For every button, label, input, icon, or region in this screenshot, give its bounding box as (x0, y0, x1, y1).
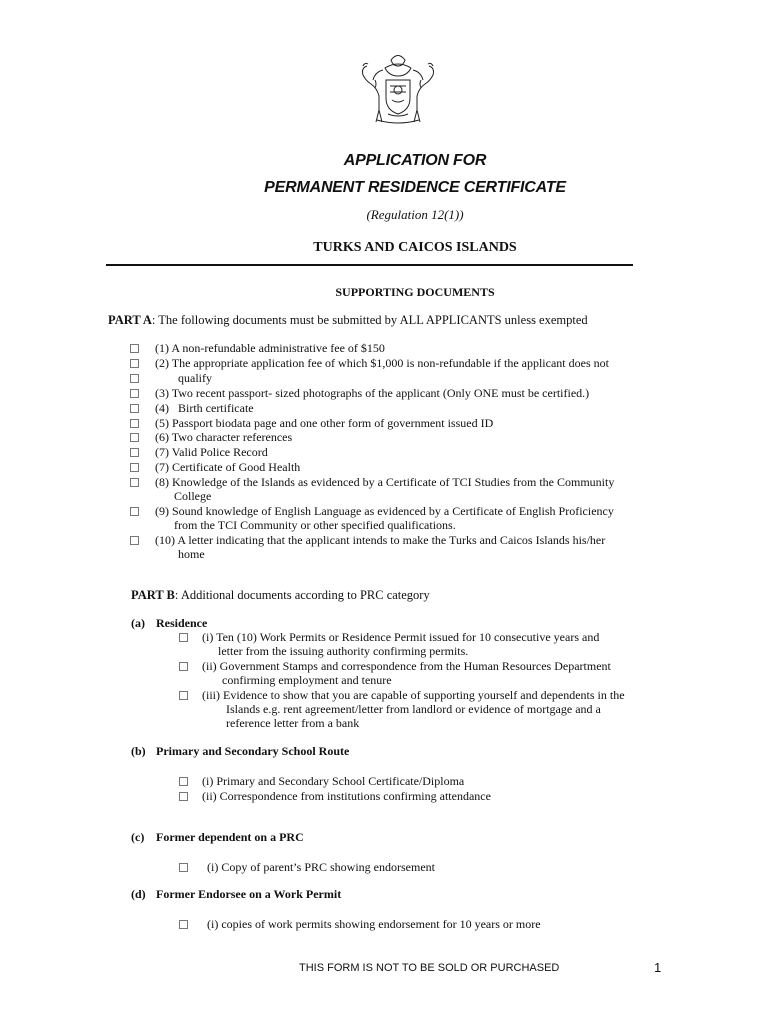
checkbox-icon[interactable] (130, 404, 139, 413)
part-a-item-9-cont: College (174, 489, 212, 503)
part-a-item-4: (4) Birth certificate (155, 401, 254, 415)
category-a-item-3: (iii) Evidence to show that you are capable of supporting yourself and dependents in the (202, 688, 625, 702)
checkbox-icon[interactable] (130, 478, 139, 487)
footer-notice: THIS FORM IS NOT TO BE SOLD OR PURCHASED (299, 962, 560, 974)
part-a-heading (108, 313, 588, 327)
category-c-title: Former dependent on a PRC (156, 830, 304, 844)
checkbox-icon[interactable] (130, 507, 139, 516)
category-a-item-3-cont: Islands e.g. rent agreement/letter from landlord or evidence of mortgage and a (226, 702, 601, 716)
category-b-item-1: (i) Primary and Secondary School Certificate/Diploma (202, 774, 465, 788)
category-c-letter: (c) (131, 830, 145, 844)
checkbox-icon[interactable] (130, 536, 139, 545)
part-a-intro: : The following documents must be submitted by ALL APPLICANTS unless exempted (151, 313, 588, 327)
checkbox-icon[interactable] (179, 863, 188, 872)
section-title: SUPPORTING DOCUMENTS (335, 285, 495, 299)
part-a-item-7: (7) Valid Police Record (155, 445, 268, 459)
category-d-title: Former Endorsee on a Work Permit (156, 887, 342, 901)
checkbox-icon[interactable] (179, 920, 188, 929)
part-a-item-6: (6) Two character references (155, 430, 293, 444)
category-a-item-1-cont: letter from the issuing authority confirming permits. (218, 644, 469, 658)
part-a-item-8: (7) Certificate of Good Health (155, 460, 301, 474)
part-a-item-1: (1) A non-refundable administrative fee of $150 (155, 341, 385, 355)
category-b-title: Primary and Secondary School Route (156, 744, 350, 758)
checkbox-icon[interactable] (130, 448, 139, 457)
form-title-line1: APPLICATION FOR (343, 152, 487, 169)
part-a-item-2: (2) The appropriate application fee of which $1,000 is non-refundable if the applicant does not (155, 356, 609, 370)
part-a-label: PART A (108, 313, 152, 327)
category-b-item-2: (ii) Correspondence from institutions confirming attendance (202, 789, 491, 803)
part-a-item-9: (8) Knowledge of the Islands as evidenced by a Certificate of TCI Studies from the Community (155, 475, 615, 489)
header-divider (106, 264, 633, 266)
checkbox-icon[interactable] (130, 389, 139, 398)
checkbox-icon[interactable] (179, 777, 188, 786)
part-b-intro: : Additional documents according to PRC category (174, 588, 430, 602)
page-number: 1 (654, 960, 662, 975)
category-a-item-2: (ii) Government Stamps and correspondence from the Human Resources Department (202, 659, 611, 673)
category-d-item-1: (i) copies of work permits showing endorsement for 10 years or more (207, 917, 541, 931)
country-name: TURKS AND CAICOS ISLANDS (313, 240, 517, 255)
part-a-item-11-cont: home (178, 547, 205, 561)
checkbox-icon[interactable] (130, 344, 139, 353)
checkbox-icon[interactable] (130, 419, 139, 428)
category-a-item-3-cont2: reference letter from a bank (226, 716, 360, 730)
category-a-title: Residence (156, 616, 208, 630)
category-a-item-2-cont: confirming employment and tenure (222, 673, 392, 687)
part-a-item-10: (9) Sound knowledge of English Language as evidenced by a Certificate of English Proficiency (155, 504, 614, 518)
form-title-line2: PERMANENT RESIDENCE CERTIFICATE (264, 179, 566, 196)
coat-of-arms-icon (355, 50, 441, 126)
part-a-item-10-cont: from the TCI Community or other specified qualifications. (174, 518, 456, 532)
checkbox-icon[interactable] (130, 374, 139, 383)
category-a-item-1: (i) Ten (10) Work Permits or Residence Permit issued for 10 consecutive years and (202, 630, 600, 644)
checkbox-icon[interactable] (130, 463, 139, 472)
checkbox-icon[interactable] (179, 691, 188, 700)
regulation-reference: (Regulation 12(1)) (366, 207, 464, 222)
checkbox-icon[interactable] (179, 662, 188, 671)
checkbox-icon[interactable] (130, 433, 139, 442)
category-c-item-1: (i) Copy of parent’s PRC showing endorsement (207, 860, 435, 874)
category-d-letter: (d) (131, 887, 146, 901)
category-b-letter: (b) (131, 744, 146, 758)
part-a-item-2-cont: qualify (178, 371, 212, 385)
checkbox-icon[interactable] (179, 792, 188, 801)
part-a-item-3: (3) Two recent passport- sized photographs of the applicant (Only ONE must be certified.) (155, 386, 590, 400)
part-a-item-11: (10) A letter indicating that the applicant intends to make the Turks and Caicos Islands his/her (155, 533, 606, 547)
category-a-letter: (a) (131, 616, 145, 630)
part-b-label: PART B (131, 588, 175, 602)
checkbox-icon[interactable] (130, 359, 139, 368)
part-b-heading (131, 588, 430, 602)
checkbox-icon[interactable] (179, 633, 188, 642)
part-a-item-5: (5) Passport biodata page and one other form of government issued ID (155, 416, 494, 430)
